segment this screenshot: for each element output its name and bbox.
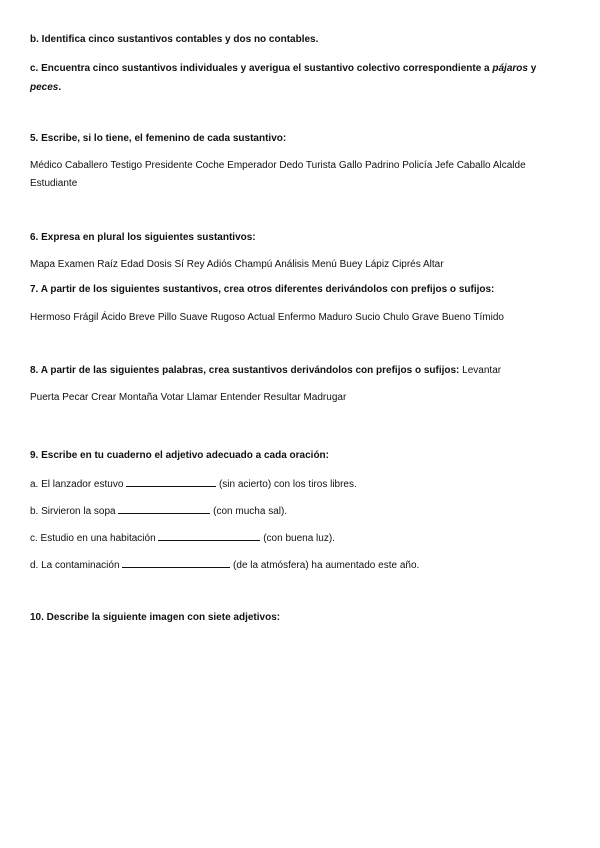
question-6-title: 6. Expresa en plural los siguientes sustantivos:	[30, 232, 256, 243]
question-5-title: 5. Escribe, si lo tiene, el femenino de cada sustantivo:	[30, 133, 287, 144]
answer-blank-a[interactable]	[126, 476, 216, 487]
question-9-d: d. La contaminación (de la atmósfera) ha aumentado este año.	[30, 557, 419, 572]
answer-blank-d[interactable]	[122, 557, 230, 568]
question-c-word1: pájaros	[492, 63, 528, 74]
question-6-words: Mapa Examen Raíz Edad Dosis Sí Rey Adiós Champú Análisis Menú Buey Lápiz Ciprés Altar	[30, 259, 444, 270]
question-9-c: c. Estudio en una habitación (con buena luz).	[30, 530, 335, 545]
question-8-title: 8. A partir de las siguientes palabras, crea sustantivos derivándolos con prefijos o sufijos:	[30, 365, 460, 376]
question-b: b. Identifica cinco sustantivos contables y dos no contables.	[30, 34, 319, 45]
question-7-words: Hermoso Frágil Ácido Breve Pillo Suave Rugoso Actual Enfermo Maduro Sucio Chulo Grave Bueno Tímido	[30, 312, 504, 323]
question-c: c. Encuentra cinco sustantivos individuales y averigua el sustantivo colectivo correspondiente a pájaros y peces.	[30, 63, 537, 93]
question-9-b: b. Sirvieron la sopa (con mucha sal).	[30, 503, 287, 518]
question-8-words: Puerta Pecar Crear Montaña Votar Llamar Entender Resultar Madrugar	[30, 392, 347, 403]
question-7-title: 7. A partir de los siguientes sustantivos, crea otros diferentes derivándolos con prefijos o sufijos:	[30, 284, 495, 295]
question-c-word2: peces	[30, 82, 59, 93]
question-9-title: 9. Escribe en tu cuaderno el adjetivo adecuado a cada oración:	[30, 450, 329, 461]
question-5-words: Médico Caballero Testigo Presidente Coche Emperador Dedo Turista Gallo Padrino Policía Jefe Caballo Alcalde	[30, 160, 526, 171]
question-5-words-2: Estudiante	[30, 178, 78, 189]
answer-blank-b[interactable]	[118, 503, 210, 514]
question-c-text: c. Encuentra cinco sustantivos individuales y averigua el sustantivo colectivo correspondiente a	[30, 63, 493, 74]
question-10-title: 10. Describe la siguiente imagen con siete adjetivos:	[30, 612, 281, 623]
answer-blank-c[interactable]	[158, 530, 260, 541]
question-9-a: a. El lanzador estuvo (sin acierto) con los tiros libres.	[30, 476, 357, 491]
question-8-line	[30, 364, 501, 377]
question-8-first-word: Levantar	[459, 365, 502, 376]
